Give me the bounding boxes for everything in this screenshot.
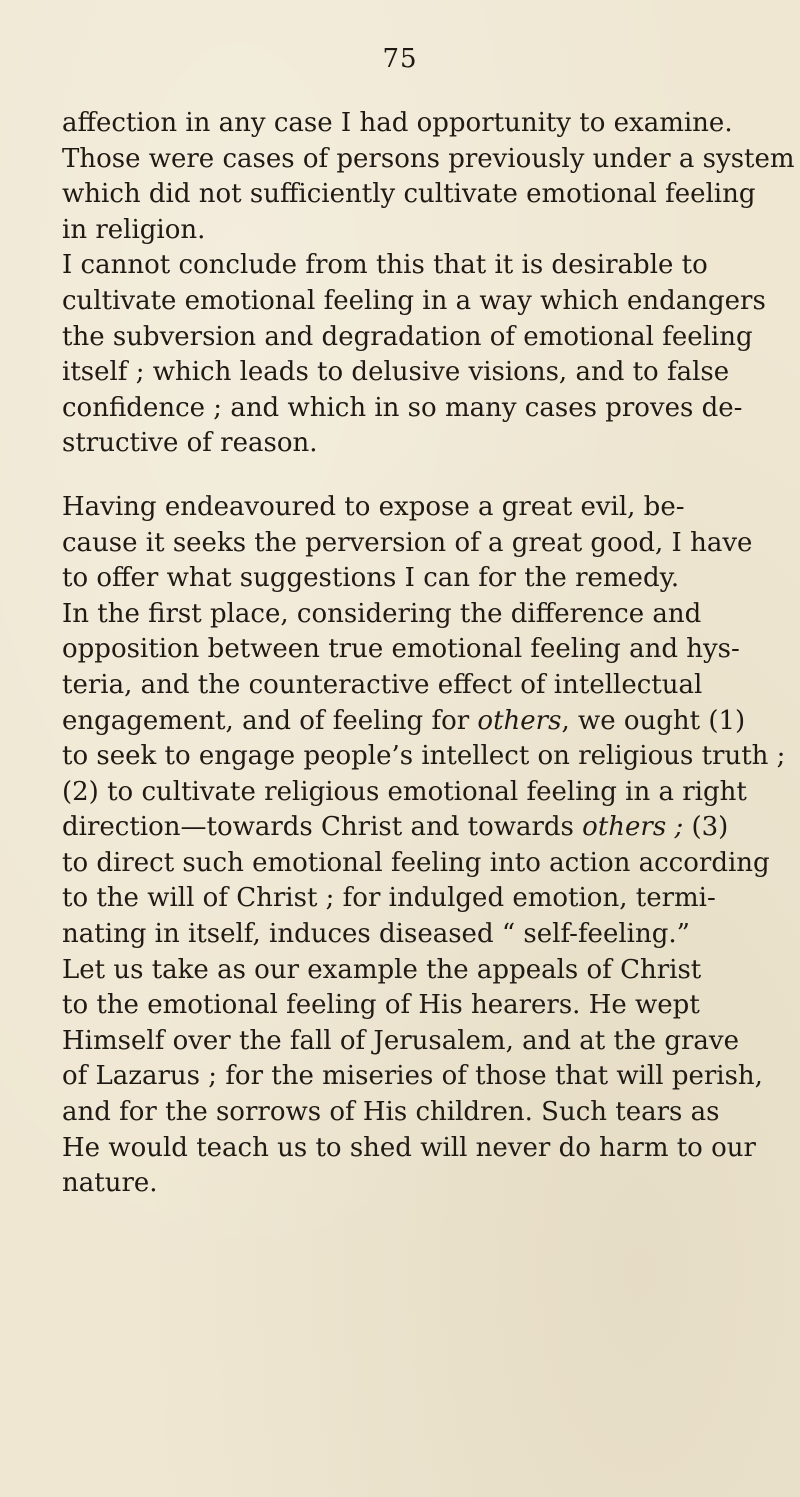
- text-run: direction—towards Christ and towards: [62, 812, 583, 843]
- text-line: He would teach us to shed will never do harm to our: [62, 1132, 756, 1163]
- text-line: to offer what suggestions I can for the remedy.: [62, 563, 680, 594]
- paragraph: [62, 490, 768, 597]
- italic-text: others: [477, 705, 562, 736]
- text-line: (2) to cultivate religious emotional feeling in a right: [62, 776, 747, 807]
- paragraph-gap: [62, 462, 768, 490]
- text-line: affection in any case I had opportunity to examine.: [62, 108, 733, 138]
- page-number: 75: [382, 44, 418, 74]
- text-line: opposition between true emotional feeling and hys-: [62, 634, 740, 665]
- text-line: [62, 704, 768, 740]
- text-line: I cannot conclude from this that it is desirable to: [62, 250, 708, 281]
- paragraph: [62, 597, 786, 953]
- text-line: which did not sufficiently cultivate emotional feeling: [62, 179, 756, 210]
- paragraph: [62, 248, 768, 462]
- text-line: Let us take as our example the appeals of Christ: [62, 954, 702, 985]
- text-line: teria, and the counteractive effect of intellectual: [62, 669, 703, 700]
- text-line: to the emotional feeling of His hearers. He wept: [62, 990, 700, 1021]
- text-run: engagement, and of feeling for: [62, 705, 478, 736]
- text-line: in religion.: [62, 214, 206, 245]
- text-line: Those were cases of persons previously under a system: [62, 143, 795, 174]
- text-line: to the will of Christ ; for indulged emotion, termi-: [62, 883, 716, 914]
- text-line: nating in itself, induces diseased “ self-feeling.”: [62, 919, 690, 950]
- text-line: confidence ; and which in so many cases proves de-: [62, 392, 743, 423]
- text-line: cause it seeks the perversion of a great good, I have: [62, 527, 753, 558]
- text-line: In the first place, considering the difference and: [62, 598, 702, 629]
- text-run: , we ought (1): [561, 705, 746, 736]
- text-line: nature.: [62, 1168, 158, 1199]
- text-line: and for the sorrows of His children. Such tears as: [62, 1097, 720, 1128]
- text-line: structive of reason.: [62, 428, 318, 459]
- text-line: itself ; which leads to delusive visions, and to false: [62, 357, 730, 388]
- text-run: (3): [683, 812, 729, 843]
- text-line: cultivate emotional feeling in a way which endangers: [62, 285, 766, 316]
- text-line: Having endeavoured to expose a great evil, be-: [62, 491, 685, 522]
- body-text: [62, 106, 795, 1202]
- text-line: of Lazarus ; for the miseries of those that will perish,: [62, 1061, 763, 1092]
- text-line: [62, 810, 768, 846]
- paragraph: [62, 953, 768, 1202]
- text-line: Himself over the fall of Jerusalem, and at the grave: [62, 1025, 739, 1056]
- text-line: to direct such emotional feeling into action according: [62, 847, 770, 878]
- text-line: to seek to engage people’s intellect on religious truth ;: [62, 741, 786, 772]
- italic-text: others ;: [582, 812, 684, 843]
- text-line: the subversion and degradation of emotional feeling: [62, 321, 753, 352]
- paragraph: [62, 106, 795, 248]
